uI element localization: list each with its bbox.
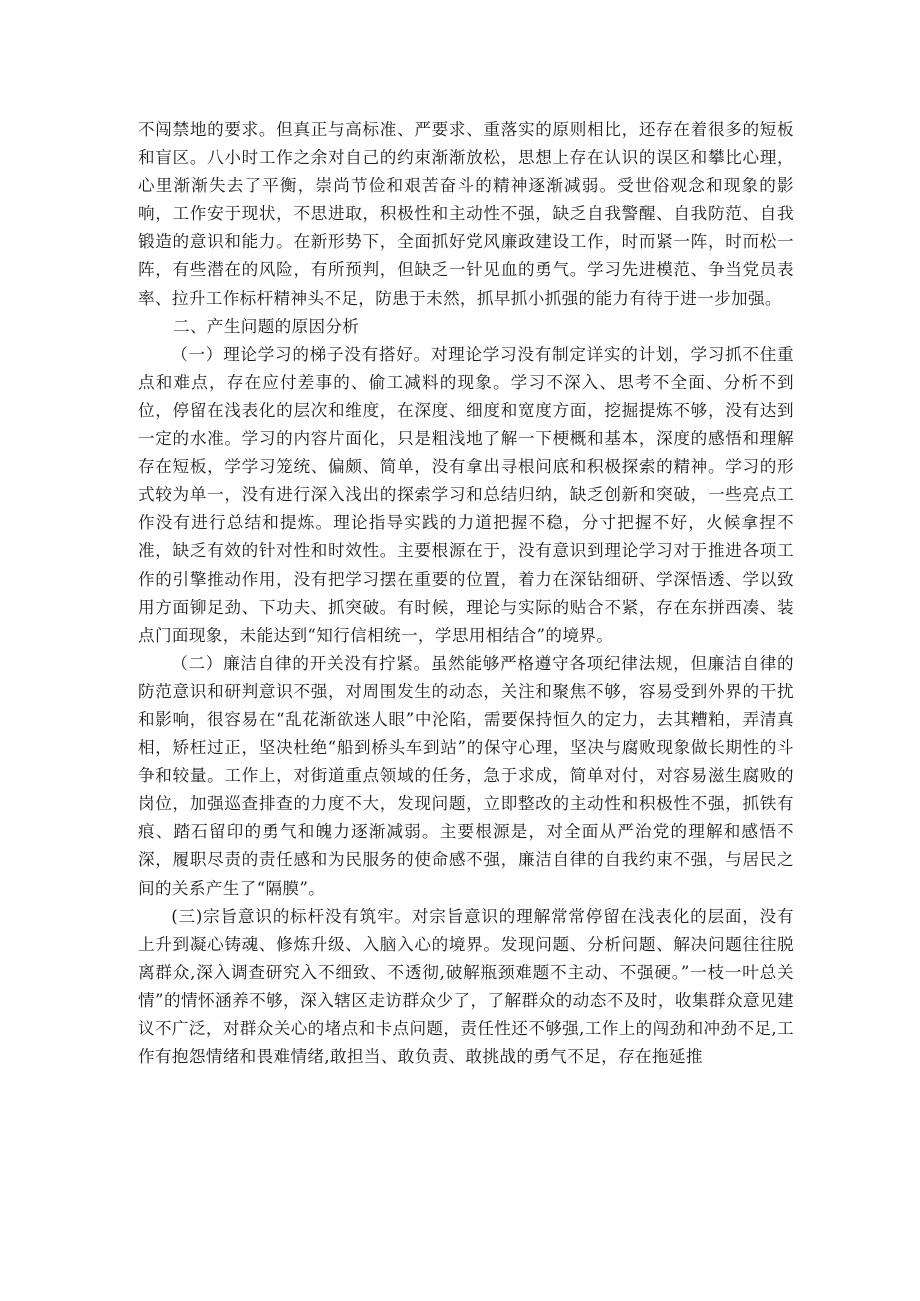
paragraph-theory-study: （一）理论学习的梯子没有搭好。对理论学习没有制定详实的计划，学习抓不住重点和难点，存在应付差事的、偷工减料的现象。学习不深入、思考不全面、分析不到位，停留在浅表化的层次和维度，在深度、细度和宽度方面，挖掘提炼不够，没有达到一定的水准。学习的内容片面化，只是粗浅地了解一下梗概和基本，深度的感悟和理解存在短板，学学习笼统、偏颇、简单，没有拿出寻根问底和积极探索的精神。学习的形式较为单一，没有进行深入浅出的探索学习和总结归纳，缺乏创新和突破，一些亮点工作没有进行总结和提炼。理论指导实践的力道把握不稳，分寸把握不好，火候拿捏不准，缺乏有效的针对性和时效性。主要根源在于，没有意识到理论学习对于推进各项工作的引擎推动作用，没有把学习摆在重要的位置，着力在深钻细研、学深悟透、学以致用方面铆足劲、下功夫、抓突破。有时候，理论与实际的贴合不紧，存在东拼西凑、装点门面现象，未能达到“知行信相统一，学思用相结合”的境界。 [138, 344, 794, 645]
document-body [138, 116, 794, 1071]
paragraph-purpose-awareness: (三)宗旨意识的标杆没有筑牢。对宗旨意识的理解常常停留在浅表化的层面，没有上升到凝心铸魂、修炼升级、入脑入心的境界。发现问题、分析问题、解决问题往往脱离群众,深入调查研究入不细致、不透彻,破解瓶颈难题不主动、不强硬。”一枝一叶总关情”的情怀涵养不够，深入辖区走访群众少了，了解群众的动态不及时，收集群众意见建议不广泛，对群众关心的堵点和卡点问题，责任性还不够强,工作上的闯劲和冲劲不足,工作有抱怨情绪和畏难情绪,敢担当、敢负责、敢挑战的勇气不足，存在拖延推 [138, 906, 794, 1067]
section-heading: 二、产生问题的原因分析 [173, 316, 360, 336]
paragraph-integrity: （二）廉洁自律的开关没有拧紧。虽然能够严格遵守各项纪律法规，但廉洁自律的防范意识和研判意识不强，对周围发生的动态，关注和聚焦不够，容易受到外界的干扰和影响，很容易在“乱花渐欲迷人眼”中沦陷，需要保持恒久的定力，去其糟粕，弄清真相，矫枉过正，坚决杜绝“船到桥头车到站”的保守心理，坚决与腐败现象做长期性的斗争和较量。工作上，对街道重点领域的任务，急于求成，简单对付，对容易滋生腐败的岗位，加强巡查排查的力度不大，发现问题，立即整改的主动性和积极性不强，抓铁有痕、踏石留印的勇气和魄力逐渐减弱。主要根源是，对全面从严治党的理解和感悟不深，履职尽责的责任感和为民服务的使命感不强，廉洁自律的自我约束不强，与居民之间的关系产生了“隔膜”。 [138, 653, 794, 898]
paragraph-continuation: 不闯禁地的要求。但真正与高标准、严要求、重落实的原则相比，还存在着很多的短板和盲区。八小时工作之余对自己的约束渐渐放松，思想上存在认识的误区和攀比心理，心里渐渐失去了平衡，崇尚节俭和艰苦奋斗的精神逐渐减弱。受世俗观念和现象的影响，工作安于现状，不思进取，积极性和主动性不强，缺乏自我警醒、自我防范、自我锻造的意识和能力。在新形势下，全面抓好党风廉政建设工作，时而紧一阵，时而松一阵，有些潜在的风险，有所预判，但缺乏一针见血的勇气。学习先进模范、争当党员表率、拉升工作标杆精神头不足，防患于未然，抓早抓小抓强的能力有待于进一步加强。 [138, 120, 794, 308]
